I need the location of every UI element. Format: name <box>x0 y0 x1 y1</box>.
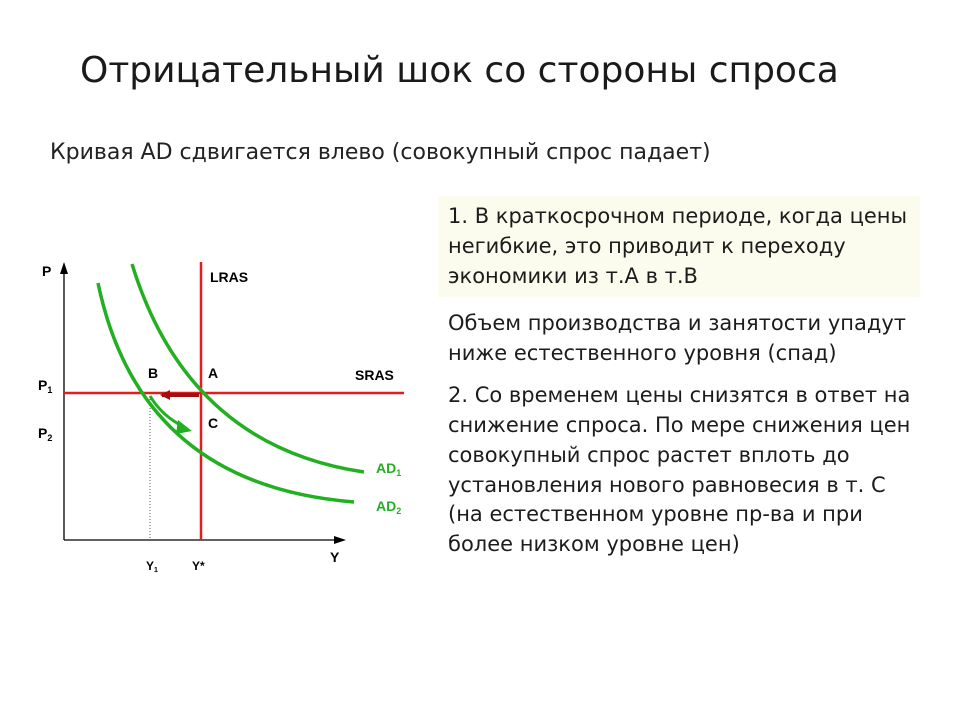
point-1-text: 1. В краткосрочном периоде, когда цены негибкие, это приводит к переходу экономики из т.А в т.В <box>438 196 920 297</box>
y1-label: Y1 <box>146 559 158 574</box>
point-b-label: B <box>148 365 159 381</box>
explanation-panel <box>438 196 920 560</box>
slide-subtitle: Кривая AD сдвигается влево (совокупный спрос падает) <box>50 140 711 165</box>
point-1-note: Объем производства и занятости упадут ниже естественного уровня (спад) <box>448 311 907 366</box>
axis-y-label: Y <box>330 549 340 565</box>
slide-title: Отрицательный шок со стороны спроса <box>80 50 839 91</box>
p2-label: $P_2$ <box>38 425 53 443</box>
sras-label: SRAS <box>355 367 394 383</box>
y-axis-arrow-icon <box>60 262 68 274</box>
x-axis-arrow-icon <box>334 536 346 544</box>
ad-as-diagram <box>0 240 440 640</box>
lras-label: LRAS <box>210 269 249 285</box>
point-a-label: A <box>208 365 219 381</box>
point-2-text: 2. Со временем цены снизятся в ответ на снижение спроса. По мере снижения цен совокупный спрос растет вплоть до установления нового равновесия в т. С (на естественном уровне пр-ва и при более низком уровне цен) <box>448 383 911 557</box>
point-c-label: C <box>208 415 219 431</box>
ad2-label: $AD_2$ <box>376 498 402 516</box>
p1-label: $P_1$ <box>38 377 53 395</box>
adjustment-arrowhead-icon <box>176 420 192 434</box>
ad1-curve <box>132 264 364 472</box>
axis-p-label: P <box>42 263 52 279</box>
y-star-label: Y* <box>192 559 205 573</box>
ad1-label: $AD_1$ <box>376 460 402 478</box>
